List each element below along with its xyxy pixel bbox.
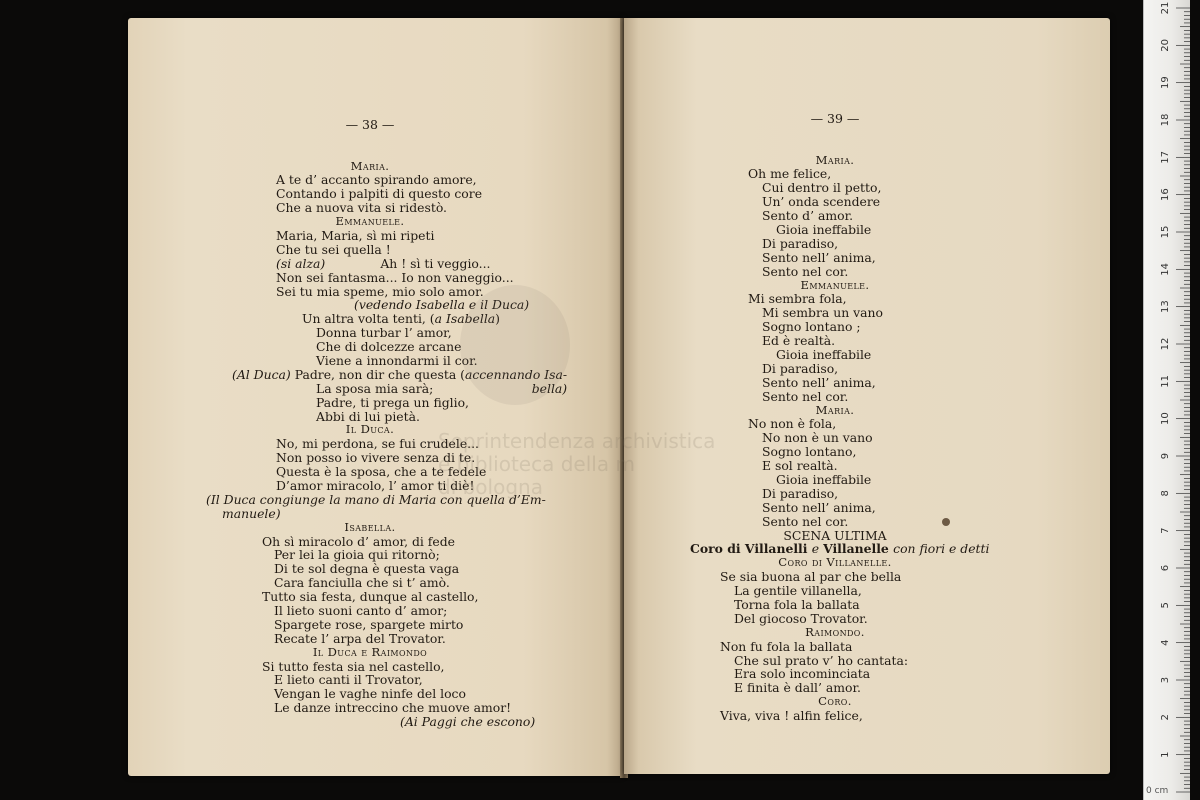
page-number: — 39 — bbox=[810, 110, 860, 126]
speaker-name: Maria. bbox=[815, 152, 855, 167]
ruler-scale bbox=[1144, 0, 1190, 800]
verse-line: Di paradiso, bbox=[762, 235, 839, 251]
text-run: con fiori e detti bbox=[893, 541, 990, 557]
verse-line: Gioia ineffabile bbox=[776, 221, 872, 237]
watermark: Soprintendenza archivistica e biblioteca della m di bologna bbox=[438, 429, 716, 499]
verse-line: E sol realtà. bbox=[762, 458, 838, 474]
ruler-label: 19 bbox=[1160, 76, 1171, 90]
verse-line: Che tu sei quella ! bbox=[276, 241, 391, 257]
ruler-label: 6 bbox=[1160, 564, 1171, 572]
verse-line bbox=[276, 257, 606, 271]
text-run: (Al Duca) bbox=[232, 366, 291, 382]
left-page bbox=[128, 18, 622, 776]
verse-line: D’amor miracolo, l’ amor ti diè! bbox=[276, 478, 475, 493]
text-run: accennando Isa- bbox=[464, 366, 568, 382]
right-page bbox=[624, 18, 1110, 774]
verse-line: Tutto sia festa, dunque al castello, bbox=[262, 589, 479, 605]
speaker-name: Emmanuele. bbox=[800, 277, 870, 292]
speaker-name: Raimondo. bbox=[805, 624, 865, 639]
verse-line: Gioia ineffabile bbox=[776, 346, 872, 362]
ruler-label: 7 bbox=[1160, 527, 1171, 534]
verse-line: Sento nel cor. bbox=[762, 388, 849, 404]
speaker-name: Coro di Villanelle. bbox=[778, 555, 892, 570]
text-run: La sposa mia sarà; bbox=[316, 380, 434, 396]
ruler-label: 9 bbox=[1160, 452, 1171, 460]
verse-line: Di te sol degna è questa vaga bbox=[274, 561, 460, 577]
verse-line: Sento nell’ anima, bbox=[762, 499, 876, 515]
text-run: Un altra volta tenti, ( bbox=[302, 311, 435, 327]
verse-line: Era solo incominciata bbox=[734, 666, 871, 682]
verse-line: E lieto canti il Trovator, bbox=[274, 672, 423, 688]
text-run: bella) bbox=[433, 380, 568, 396]
ruler-label: 15 bbox=[1160, 225, 1171, 239]
left-page-text bbox=[206, 90, 606, 730]
verse-line: Non fu fola la ballata bbox=[720, 638, 853, 654]
verse-line: Cara fanciulla che si t’ amò. bbox=[274, 575, 450, 591]
verse-line: Non sei fantasma... Io non vaneggio... bbox=[276, 269, 514, 285]
verse-line: A te d’ accanto spirando amore, bbox=[276, 172, 477, 188]
ruler-label: 21 bbox=[1160, 1, 1171, 15]
verse-line: Sento nel cor. bbox=[762, 513, 849, 529]
verse-line: Maria, Maria, sì mi ripeti bbox=[276, 227, 435, 243]
speaker-name: Il Duca. bbox=[345, 422, 395, 437]
stage-direction: (vedendo Isabella e il Duca) bbox=[354, 297, 530, 313]
verse-line: Donna turbar l’ amor, bbox=[316, 325, 452, 341]
verse-line: Sento d’ amor. bbox=[762, 208, 854, 224]
ruler-label: 8 bbox=[1160, 490, 1171, 497]
verse-line: Del giocoso Trovator. bbox=[734, 610, 868, 626]
speaker-name: Maria. bbox=[815, 402, 855, 417]
verse-line: Se sia buona al par che bella bbox=[720, 569, 902, 585]
verse-line: Sento nell’ anima, bbox=[762, 374, 876, 390]
speaker-name: Emmanuele. bbox=[335, 214, 405, 229]
ruler-label: 5 bbox=[1160, 602, 1171, 609]
verse-line: Torna fola la ballata bbox=[734, 597, 860, 613]
ruler-label: 14 bbox=[1160, 262, 1171, 276]
right-page-text bbox=[690, 84, 1108, 724]
ruler-label: 20 bbox=[1160, 38, 1171, 52]
verse-line: Sogno lontano ; bbox=[762, 319, 861, 335]
verse-line: La gentile villanella, bbox=[734, 583, 862, 599]
stage-direction: (Ai Paggi che escono) bbox=[400, 714, 536, 730]
verse-line: Ed è realtà. bbox=[762, 333, 836, 349]
verse-line: Oh me felice, bbox=[748, 166, 832, 182]
text-run: e bbox=[811, 541, 824, 557]
verse-line: Questa è la sposa, che a te fedele bbox=[276, 464, 487, 480]
verse-line: Viva, viva ! alfin felice, bbox=[720, 708, 863, 724]
verse-line: Che sul prato v’ ho cantata: bbox=[734, 652, 909, 668]
verse-line: Padre, ti prega un figlio, bbox=[316, 394, 469, 410]
ruler-label: 11 bbox=[1160, 374, 1171, 388]
verse-line: SCENA ULTIMA bbox=[783, 527, 887, 543]
ruler-label: 2 bbox=[1160, 714, 1171, 721]
stage-direction: manuele) bbox=[222, 505, 281, 521]
verse-line: E finita è dall’ amor. bbox=[734, 680, 861, 696]
verse-line: Recate l’ arpa del Trovator. bbox=[274, 630, 446, 646]
verse-line: Si tutto festa sia nel castello, bbox=[262, 658, 445, 674]
ruler-label: 4 bbox=[1160, 639, 1171, 646]
verse-line: No, mi perdona, se fui crudele... bbox=[276, 436, 479, 452]
speaker-name: Maria. bbox=[350, 158, 390, 173]
ruler-label: 18 bbox=[1160, 113, 1171, 127]
verse-line: Spargete rose, spargete mirto bbox=[274, 616, 464, 632]
ruler-label: 16 bbox=[1160, 188, 1171, 202]
verse-line bbox=[690, 542, 1050, 556]
verse-line: Di paradiso, bbox=[762, 485, 839, 501]
verse-line: Sento nel cor. bbox=[762, 263, 849, 279]
speaker-name: Il Duca e Raimondo bbox=[312, 644, 428, 659]
measuring-ruler bbox=[1143, 0, 1190, 800]
speaker-name: Isabella. bbox=[344, 519, 396, 534]
verse-line: Sei tu mia speme, mio solo amor. bbox=[276, 283, 484, 299]
verse-line: Il lieto suoni canto d’ amor; bbox=[274, 603, 448, 619]
stage-direction: (Il Duca congiunge la mano di Maria con quella d’Em- bbox=[206, 491, 546, 507]
verse-line: No non è fola, bbox=[748, 416, 837, 432]
verse-line: Gioia ineffabile bbox=[776, 472, 872, 487]
verse-line: Di paradiso, bbox=[762, 360, 839, 376]
verse-line: Per lei la gioia qui ritornò; bbox=[274, 547, 440, 563]
verse-line: Sogno lontano, bbox=[762, 444, 857, 460]
text-run: Ah ! sì ti veggio... bbox=[325, 255, 491, 271]
verse-line: Mi sembra fola, bbox=[748, 291, 847, 307]
verse-line: Cui dentro il petto, bbox=[762, 180, 882, 196]
ink-blot bbox=[942, 518, 950, 526]
verse-line: Oh sì miracolo d’ amor, di fede bbox=[262, 533, 455, 549]
verse-line: Un’ onda scendere bbox=[762, 194, 881, 210]
ruler-label: 3 bbox=[1160, 676, 1171, 684]
ruler-label: 12 bbox=[1160, 337, 1171, 351]
verse-line: Vengan le vaghe ninfe del loco bbox=[274, 686, 466, 702]
ruler-label: 13 bbox=[1160, 300, 1171, 314]
verse-line: Contando i palpiti di questo core bbox=[276, 186, 483, 202]
verse-line: No non è un vano bbox=[762, 430, 873, 446]
verse-line: Che a nuova vita si ridestò. bbox=[276, 200, 448, 216]
ruler-label: 10 bbox=[1160, 412, 1171, 426]
verse-line: Viene a innondarmi il cor. bbox=[316, 352, 478, 368]
text-run: ) bbox=[495, 311, 501, 327]
text-run: Padre, non dir che questa ( bbox=[290, 366, 465, 382]
verse-line: Le danze intreccino che muove amor! bbox=[274, 700, 512, 716]
verse-line: Mi sembra un vano bbox=[762, 305, 883, 321]
verse-line: Che di dolcezze arcane bbox=[316, 339, 462, 355]
page-number: — 38 — bbox=[345, 116, 395, 132]
ruler-unit-label: 0 cm bbox=[1146, 786, 1169, 796]
verse-line: Sento nell’ anima, bbox=[762, 249, 876, 265]
speaker-name: Coro. bbox=[818, 694, 852, 709]
watermark-seal bbox=[460, 285, 570, 405]
verse-line: Non posso io vivere senza di te. bbox=[276, 450, 476, 466]
verse-line: Abbi di lui pietà. bbox=[316, 408, 420, 424]
ruler-label: 17 bbox=[1160, 150, 1171, 164]
ruler-label: 1 bbox=[1160, 751, 1171, 758]
text-run: (si alza) bbox=[276, 255, 326, 271]
text-run: a Isabella bbox=[434, 311, 496, 327]
text-run: Villanelle bbox=[823, 541, 894, 557]
text-run: Coro di Villanelli bbox=[690, 541, 812, 557]
open-booklet bbox=[128, 18, 1113, 780]
